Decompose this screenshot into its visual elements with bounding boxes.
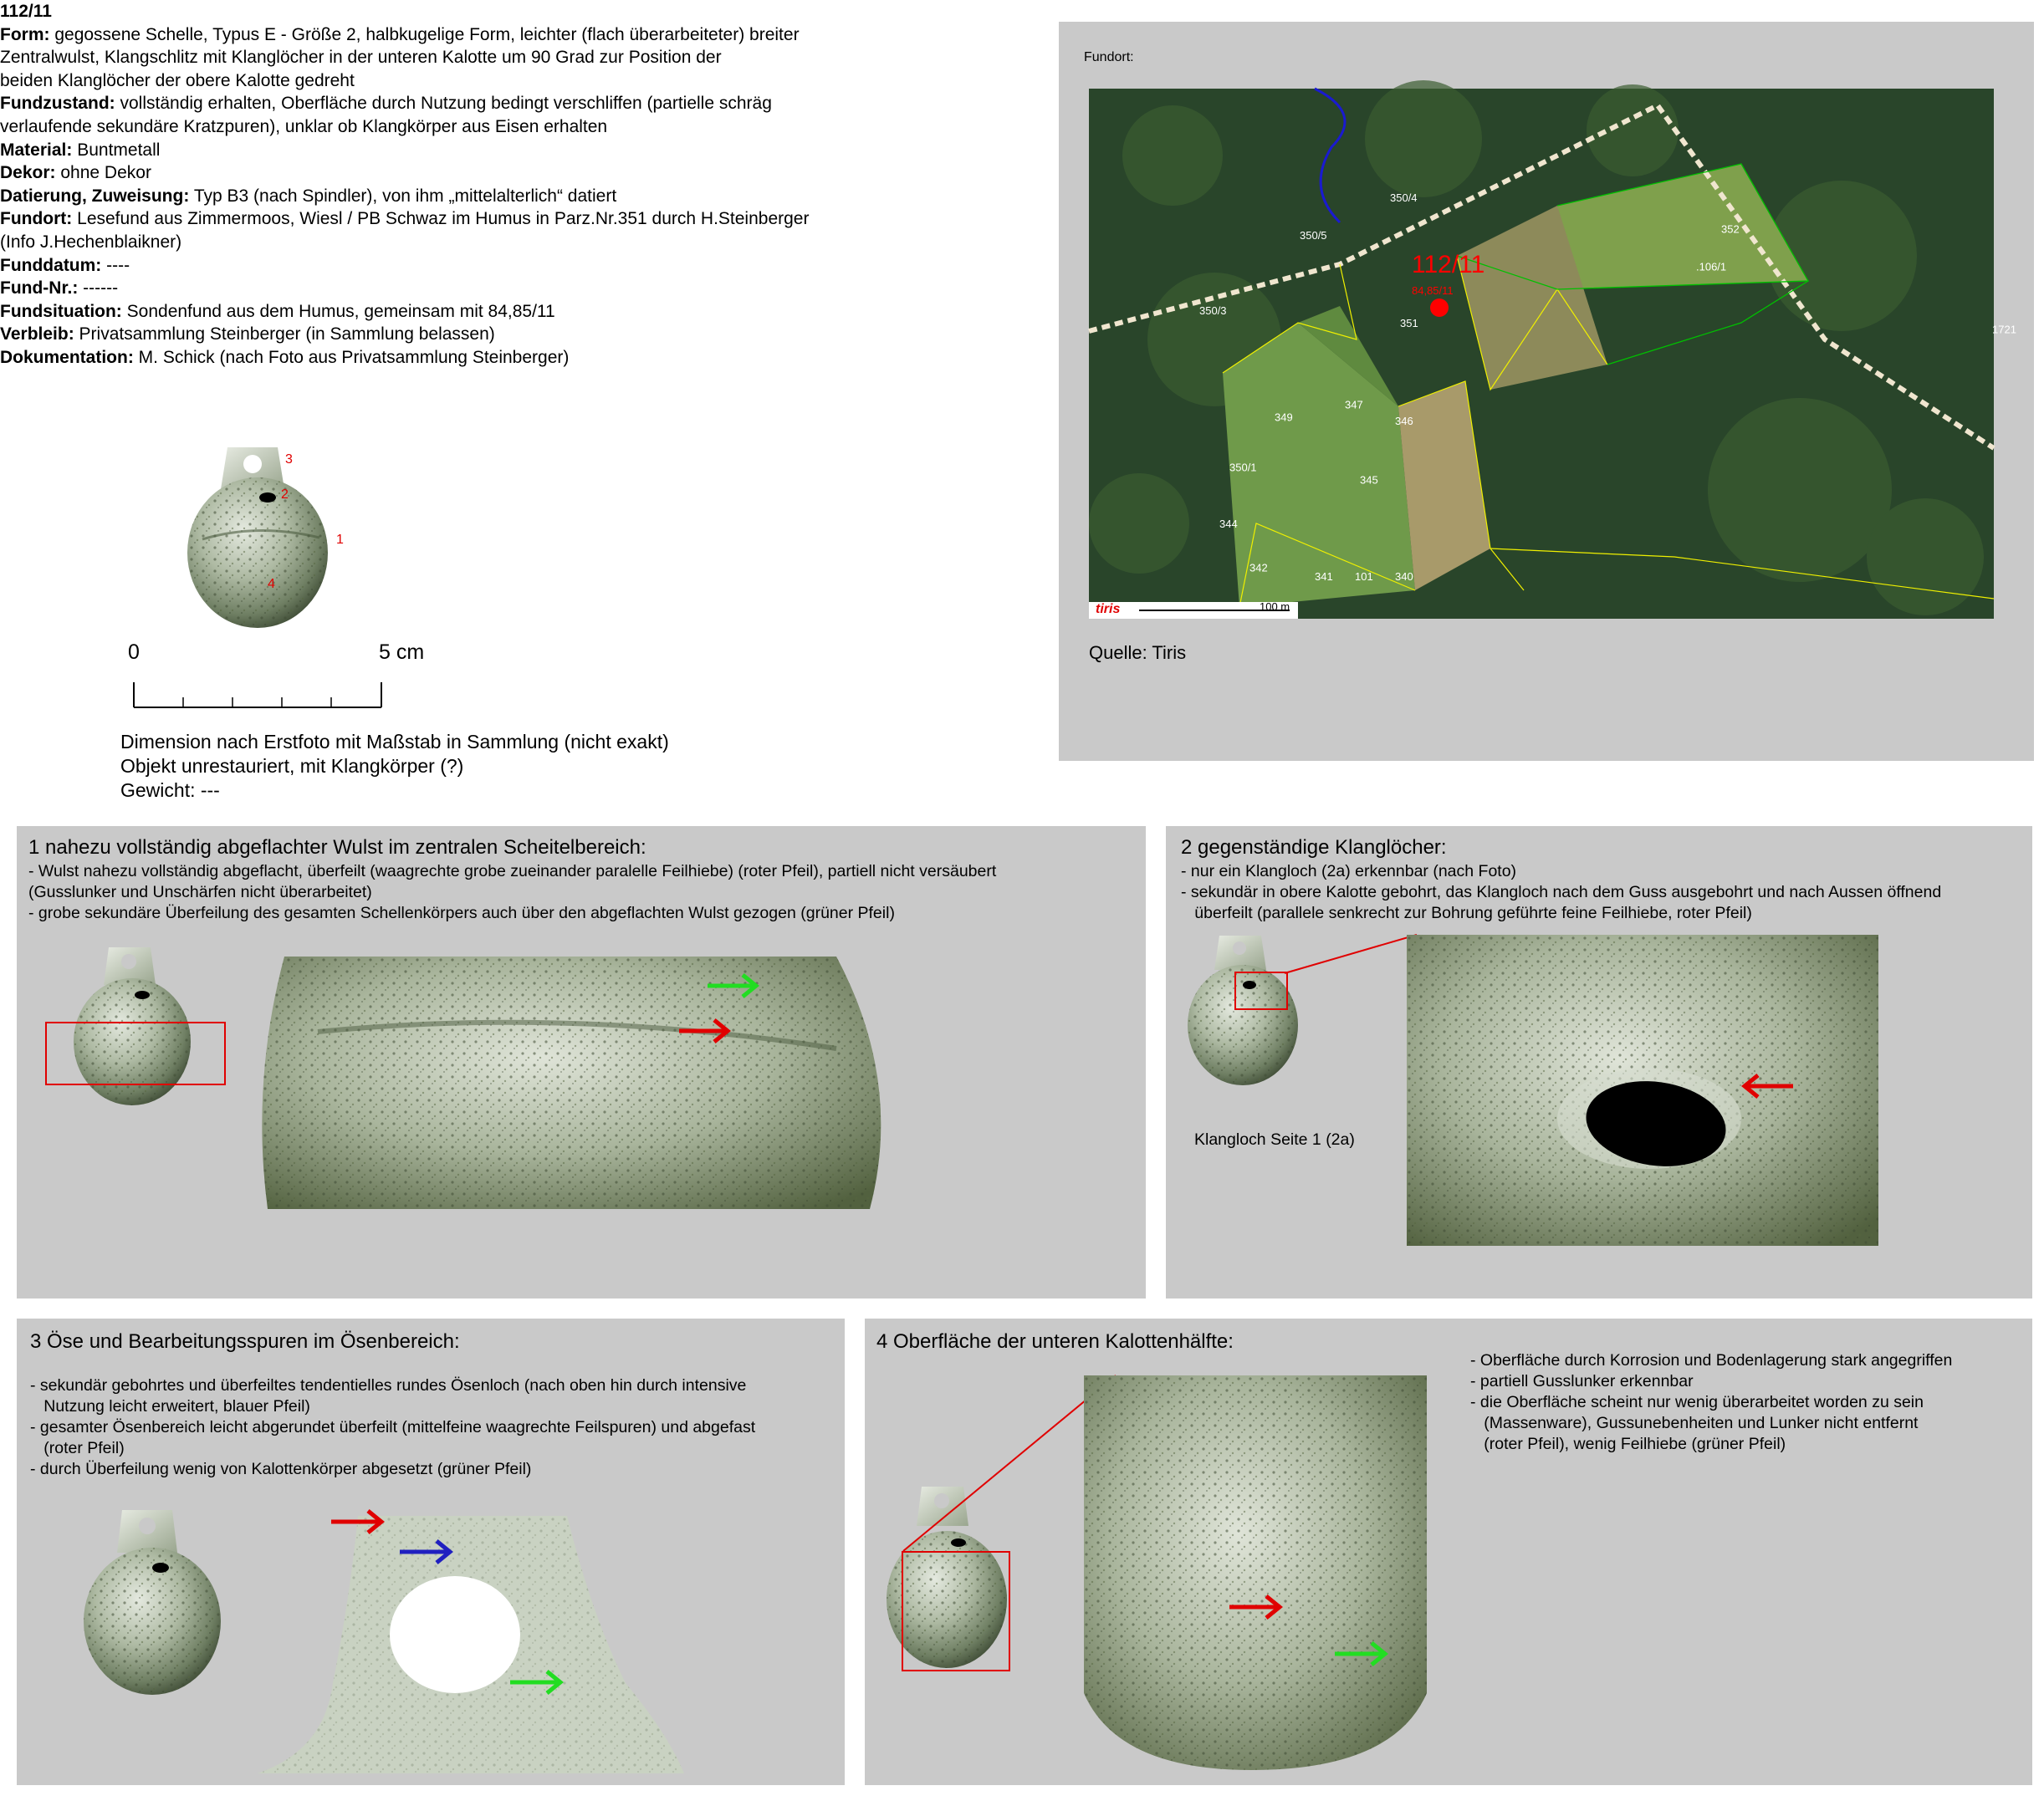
catalog-line — [0, 139, 937, 162]
section3-line: - durch Überfeilung wenig von Kalottenkörper abgesetzt (grüner Pfeil) — [30, 1460, 532, 1478]
catalog-label: Fundsituation: — [0, 301, 122, 321]
section-2-text — [1181, 861, 1941, 924]
blue-arrow — [398, 1538, 457, 1570]
catalog-value: (Info J.Hechenblaikner) — [0, 232, 182, 252]
section-4-title: 4 Oberfläche der unteren Kalottenhälfte: — [876, 1330, 1234, 1353]
section3-line: - sekundär gebohrtes und überfeiltes tendentielles rundes Ösenloch (nach oben hin durch intensive — [30, 1376, 747, 1395]
parcel-label: 346 — [1395, 415, 1413, 427]
catalog-line — [0, 92, 937, 115]
section3-line: - gesamter Ösenbereich leicht abgerundet überfeilt (mittelfeine waagrechte Feilspuren) und abgefast — [30, 1418, 756, 1436]
parcel-label: 350/4 — [1390, 191, 1418, 204]
catalog-label: Fundzustand: — [0, 94, 115, 114]
map-logo: tiris — [1096, 602, 1121, 616]
catalog-value: M. Schick (nach Foto aus Privatsammlung Steinberger) — [138, 347, 570, 367]
section-2-connector-line — [1285, 933, 1418, 979]
parcel-label: 101 — [1355, 570, 1373, 583]
scale-start-label: 0 — [128, 640, 140, 664]
parcel-label: 350/5 — [1300, 229, 1327, 242]
section-1-title: 1 nahezu vollständig abgeflachter Wulst im zentralen Scheitelbereich: — [28, 836, 646, 859]
catalog-line — [0, 185, 937, 208]
green-arrow — [706, 972, 761, 1004]
section2-line: - sekundär in obere Kalotte gebohrt, das Klangloch nach dem Guss ausgebohrt und nach Aussen öffnend — [1181, 883, 1942, 901]
bell-photo — [177, 439, 345, 631]
parcel-label: 342 — [1249, 561, 1268, 574]
catalog-line — [0, 346, 937, 370]
section-4-text — [1470, 1350, 1952, 1455]
green-arrow — [1333, 1640, 1392, 1672]
marker-1: 1 — [336, 533, 344, 547]
note-condition: Objekt unrestauriert, mit Klangkörper (?) — [120, 755, 464, 777]
photo-notes — [120, 730, 669, 803]
section-1-panel — [17, 826, 1146, 1298]
catalog-label: Funddatum: — [0, 255, 102, 275]
parcel-label: .106/1 — [1696, 260, 1727, 273]
section-3-panel — [17, 1319, 845, 1785]
parcel-label: 350/1 — [1229, 461, 1257, 474]
section1-line: - Wulst nahezu vollständig abgeflacht, überfeilt (waagrechte grobe zueinander paralelle Feilhiebe) (roter Pfeil), partiell nicht versäubert — [28, 862, 997, 880]
section3-line: (roter Pfeil) — [30, 1439, 125, 1457]
catalog-line — [0, 69, 937, 93]
parcel-label: 340 — [1395, 570, 1413, 583]
section-3-bell — [75, 1506, 234, 1698]
section-1-closeup — [251, 957, 903, 1209]
marker-4: 4 — [268, 577, 275, 591]
catalog-value: ------ — [83, 278, 119, 298]
catalog-value: vollständig erhalten, Oberfläche durch Nutzung bedingt verschliffen (partielle schräg — [120, 94, 772, 114]
catalog-line — [0, 323, 937, 346]
catalog-label: Material: — [0, 140, 73, 160]
catalog-line — [0, 300, 937, 324]
section4-line: (Massenware), Gussunebenheiten und Lunker nicht entfernt — [1470, 1414, 1919, 1432]
section4-line: - Oberfläche durch Korrosion und Bodenlagerung stark angegriffen — [1470, 1351, 1953, 1370]
marker-2: 2 — [281, 487, 289, 502]
green-arrow — [508, 1668, 567, 1701]
section4-line: - die Oberfläche scheint nur wenig überarbeitet worden zu sein — [1470, 1393, 1924, 1411]
catalog-label: Fundort: — [0, 209, 73, 229]
catalog-label: Datierung, Zuweisung: — [0, 186, 190, 206]
catalog-line — [0, 161, 937, 185]
catalog-value: Sondenfund aus dem Humus, gemeinsam mit 84,85/11 — [126, 301, 555, 321]
catalog-fields — [0, 23, 937, 370]
section-3-text — [30, 1375, 755, 1480]
catalog-value: Typ B3 (nach Spindler), von ihm „mittelalterlich“ datiert — [193, 186, 617, 206]
catalog-entry — [0, 0, 937, 370]
section2-line: überfeilt (parallele senkrecht zur Bohrung geführte feine Feilhiebe, roter Pfeil) — [1181, 904, 1752, 922]
catalog-value: gegossene Schelle, Typus E - Größe 2, halbkugelige Form, leichter (flach überarbeiteter) breiter — [54, 24, 800, 44]
section-2-closeup — [1407, 935, 1878, 1246]
catalog-label: Fund-Nr.: — [0, 278, 79, 298]
red-arrow — [677, 1017, 733, 1049]
parcel-label: 351 — [1400, 317, 1418, 329]
catalog-number: 112/11 — [0, 2, 52, 21]
catalog-label: Verbleib: — [0, 324, 74, 344]
red-arrow-left — [1738, 1072, 1796, 1105]
section-3-title: 3 Öse und Bearbeitungsspuren im Ösenbereich: — [30, 1330, 460, 1353]
parcel-label: 352 — [1721, 222, 1740, 236]
section-4-closeup — [1084, 1375, 1427, 1770]
catalog-label: Form: — [0, 24, 50, 44]
map-panel — [1059, 22, 2034, 761]
catalog-line — [0, 231, 937, 254]
red-arrow — [1228, 1593, 1286, 1625]
section-2-title: 2 gegenständige Klanglöcher: — [1181, 836, 1447, 859]
note-weight: Gewicht: --- — [120, 779, 220, 801]
map-heading: Fundort: — [1084, 50, 1134, 64]
catalog-value: Zentralwulst, Klangschlitz mit Klanglöcher in der unteren Kalotte um 90 Grad zur Position der — [0, 48, 722, 68]
catalog-value: beiden Klanglöcher der obere Kalotte gedreht — [0, 70, 355, 90]
parcel-label: 345 — [1360, 473, 1378, 487]
map-scalebar-label: 100 m — [1260, 600, 1290, 613]
catalog-line — [0, 254, 937, 278]
map-source: Quelle: Tiris — [1089, 642, 1187, 663]
catalog-value: Buntmetall — [77, 140, 161, 160]
parcel-label: 347 — [1345, 398, 1363, 411]
section4-line: - partiell Gusslunker erkennbar — [1470, 1372, 1694, 1390]
find-sublabel: 84,85/11 — [1412, 284, 1454, 297]
catalog-value: ohne Dekor — [60, 163, 151, 183]
section-4-panel — [865, 1319, 2032, 1785]
aerial-map — [1089, 89, 2016, 619]
marker-3: 3 — [285, 452, 293, 467]
section-1-text — [28, 861, 996, 924]
section-2-highlight-box — [1234, 972, 1288, 1010]
catalog-line — [0, 277, 937, 300]
section-3-loop-closeup — [258, 1516, 684, 1773]
section2-line: - nur ein Klangloch (2a) erkennbar (nach Foto) — [1181, 862, 1517, 880]
catalog-value: verlaufende sekundäre Kratzpuren), unklar ob Klangkörper aus Eisen erhalten — [0, 116, 608, 136]
parcel-label: 349 — [1275, 411, 1293, 424]
section1-line: - grobe sekundäre Überfeilung des gesamten Schellenkörpers auch über den abgeflachten Wulst gezogen (grüner Pfeil) — [28, 904, 895, 922]
parcel-label: 350/3 — [1199, 304, 1227, 317]
catalog-value: ---- — [106, 255, 130, 275]
section1-line: (Gusslunker und Unschärfen nicht überarbeitet) — [28, 883, 372, 901]
catalog-line — [0, 46, 937, 69]
scale-bar — [132, 674, 383, 709]
catalog-label: Dokumentation: — [0, 347, 134, 367]
find-label: 112/11 — [1412, 251, 1485, 278]
section-2-panel — [1166, 826, 2032, 1298]
section4-line: (roter Pfeil), wenig Feilhiebe (grüner Pfeil) — [1470, 1435, 1786, 1453]
section-4-highlight-box — [902, 1551, 1010, 1671]
parcel-label: 1721 — [1992, 323, 2016, 336]
parcel-label: 344 — [1219, 518, 1238, 530]
red-arrow — [330, 1508, 388, 1540]
scale-end-label: 5 cm — [379, 640, 425, 664]
catalog-line — [0, 207, 937, 231]
note-dimension: Dimension nach Erstfoto mit Maßstab in Sammlung (nicht exakt) — [120, 731, 669, 753]
catalog-line — [0, 23, 937, 47]
catalog-line — [0, 115, 937, 139]
section3-line: Nutzung leicht erweitert, blauer Pfeil) — [30, 1397, 310, 1416]
section-1-highlight-box — [45, 1022, 226, 1085]
catalog-label: Dekor: — [0, 163, 56, 183]
catalog-value: Privatsammlung Steinberger (in Sammlung belassen) — [79, 324, 495, 344]
section-2-caption: Klangloch Seite 1 (2a) — [1194, 1130, 1355, 1149]
parcel-label: 341 — [1315, 570, 1333, 583]
catalog-value: Lesefund aus Zimmermoos, Wiesl / PB Schwaz im Humus in Parz.Nr.351 durch H.Steinberger — [77, 209, 810, 229]
